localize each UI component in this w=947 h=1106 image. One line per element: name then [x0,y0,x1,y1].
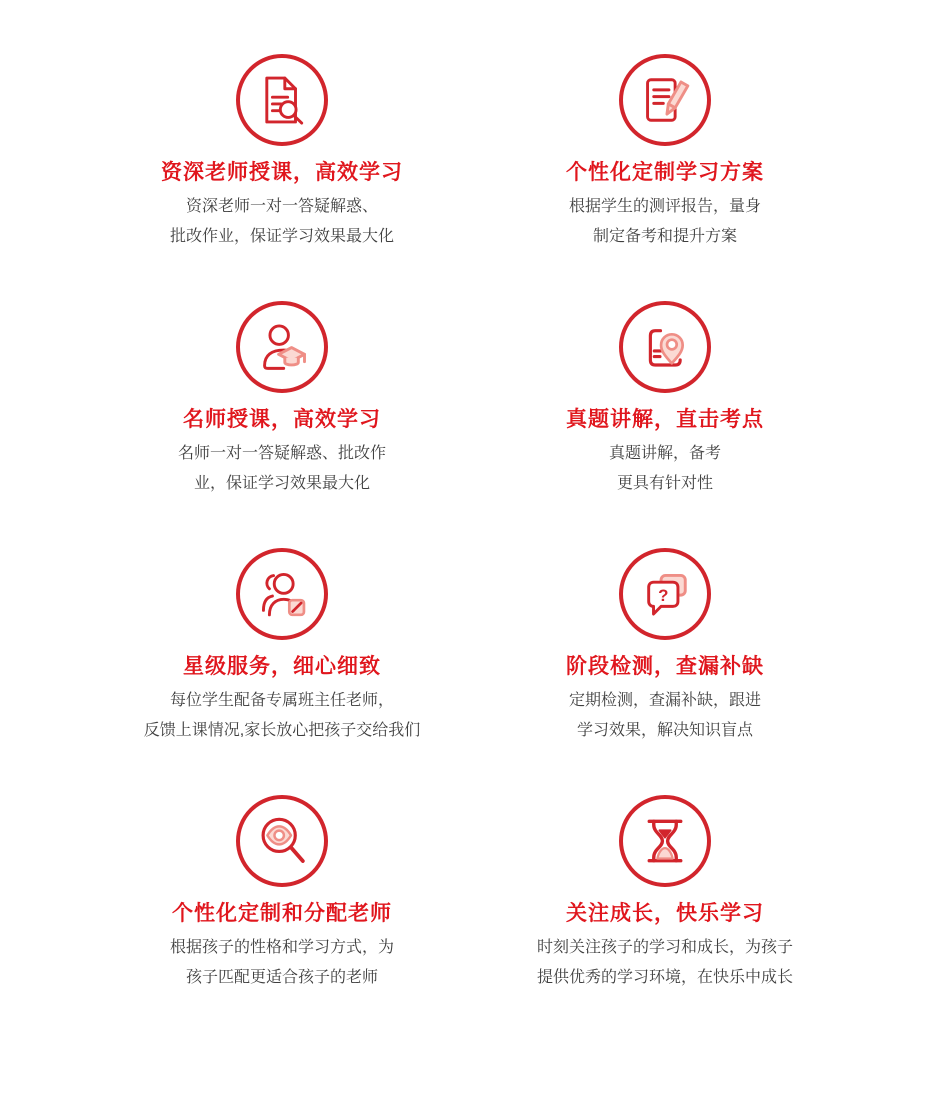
hourglass-icon [619,795,711,887]
feature-description-line: 反馈上课情况,家长放心把孩子交给我们 [143,722,421,739]
feature-card [91,789,474,1036]
feature-description-line: 名师一对一答疑解惑、批改作 [177,445,386,462]
feature-description-line: 学习效果，解决知识盲点 [576,722,753,739]
feature-description-line: 时刻关注孩子的学习和成长，为孩子 [536,939,793,956]
feature-card [474,789,857,1036]
feature-description-line: 制定备考和提升方案 [592,228,737,245]
feature-title: 真题讲解，直击考点 [566,408,764,431]
svg-text:?: ? [658,585,669,605]
feature-card [474,48,857,295]
feature-description-line: 根据学生的测评报告，量身 [568,198,761,215]
document-search-icon [236,54,328,146]
graduate-teacher-icon [236,301,328,393]
feature-card [91,295,474,542]
feature-description-line: 每位学生配备专属班主任老师， [169,692,394,709]
feature-title: 星级服务，细心细致 [183,655,381,678]
chat-question-icon [619,548,711,640]
features-grid [91,0,857,1036]
feature-description-line: 提供优秀的学习环境，在快乐中成长 [536,969,793,986]
feature-title: 个性化定制和分配老师 [172,902,392,925]
feature-title: 名师授课，高效学习 [183,408,381,431]
feature-title: 资深老师授课，高效学习 [161,161,403,184]
feature-description-line: 资深老师一对一答疑解惑、 [185,198,378,215]
feature-card [474,295,857,542]
feature-description-line: 业，保证学习效果最大化 [193,475,370,492]
feature-description-line: 孩子匹配更适合孩子的老师 [185,969,378,986]
feature-title: 个性化定制学习方案 [566,161,764,184]
feature-card [91,542,474,789]
feature-description-line: 根据孩子的性格和学习方式，为 [169,939,394,956]
notepad-pencil-icon [619,54,711,146]
feature-title: 关注成长，快乐学习 [566,902,764,925]
document-location-pin-icon [619,301,711,393]
feature-card [474,542,857,789]
feature-card [91,48,474,295]
feature-description-line: 定期检测，查漏补缺，跟进 [568,692,761,709]
feature-description-line: 更具有针对性 [616,475,713,492]
eye-magnifier-icon [236,795,328,887]
people-edit-icon [236,548,328,640]
feature-description-line: 批改作业，保证学习效果最大化 [169,228,394,245]
feature-description-line: 真题讲解，备考 [608,445,721,462]
feature-title: 阶段检测，查漏补缺 [566,655,764,678]
